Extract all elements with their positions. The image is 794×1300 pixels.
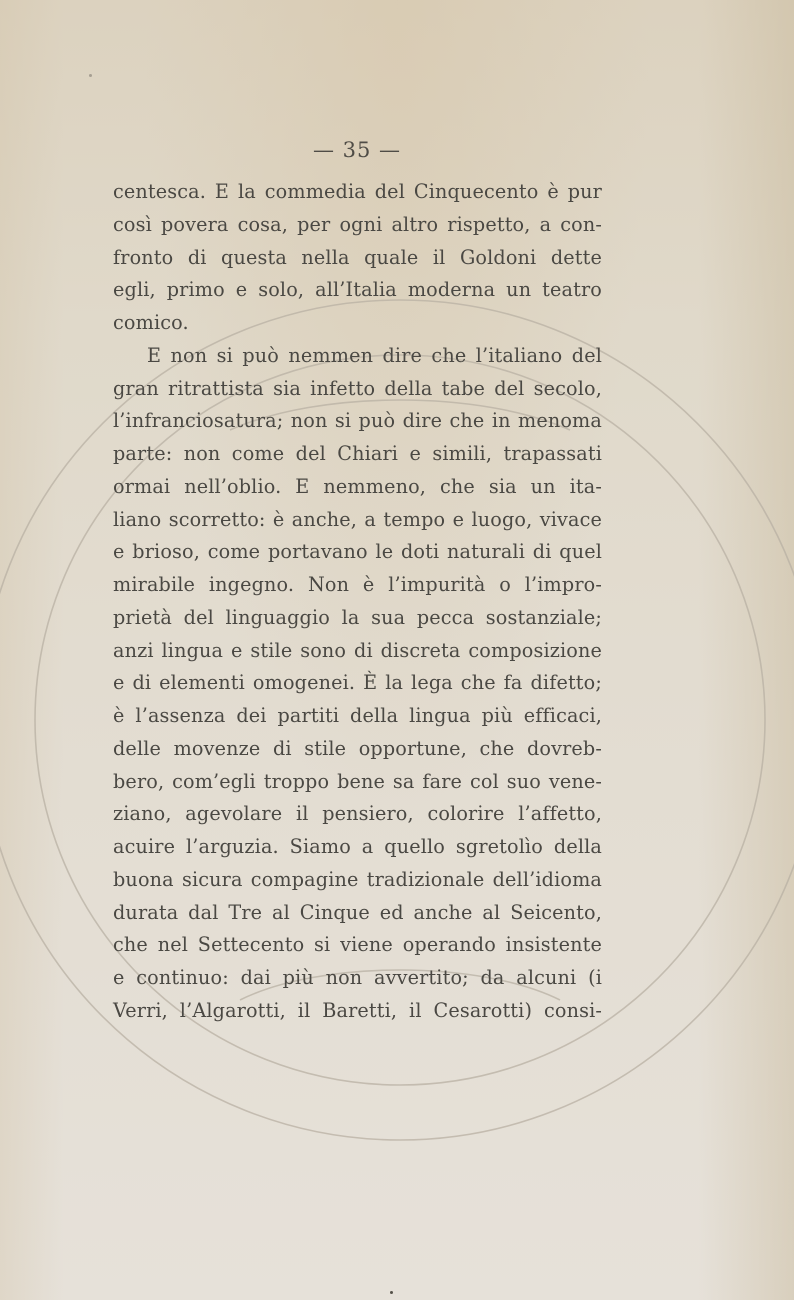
text-line: comico. <box>113 311 189 334</box>
text-line: ziano, agevolare il pensiero, colorire l’affetto, <box>113 802 602 826</box>
text-line: ormai nell’oblio. E nemmeno, che sia un ita- <box>113 474 602 498</box>
paper-speck <box>390 1291 393 1294</box>
text-line: buona sicura compagine tradizionale dell’idioma <box>113 867 602 891</box>
text-line: bero, com’egli troppo bene sa fare col suo vene- <box>113 769 602 793</box>
paragraph-2 <box>113 340 602 1061</box>
text-line: Verri, l’Algarotti, il Baretti, il Cesarotti) consi- <box>113 998 602 1022</box>
text-line: durata dal Tre al Cinque ed anche al Seicento, <box>113 900 602 924</box>
text-line: gran ritrattista sia infetto della tabe del secolo, <box>113 376 602 400</box>
text-line: e continuo: dai più non avvertito; da alcuni (i <box>113 966 602 989</box>
text-line: acuire l’arguzia. Siamo a quello sgretolìo della <box>113 835 602 858</box>
text-line: che nel Settecento si viene operando insistente <box>113 933 602 957</box>
page-number: — 35 — <box>312 138 402 162</box>
paragraph-1 <box>113 176 602 340</box>
text-line: l’infranciosatura; non si può dire che in menoma <box>113 409 602 433</box>
text-line: prietà del linguaggio la sua pecca sostanziale; <box>113 605 602 629</box>
text-line: così povera cosa, per ogni altro rispetto, a con- <box>113 212 602 236</box>
text-line: e di elementi omogenei. È la lega che fa difetto; <box>113 671 602 695</box>
text-line: anzi lingua e stile sono di discreta composizione <box>113 638 602 662</box>
text-line: fronto di questa nella quale il Goldoni dette <box>113 245 602 269</box>
paper-speck <box>89 74 92 77</box>
text-line: delle movenze di stile opportune, che dovreb- <box>113 736 602 760</box>
text-line: e brioso, come portavano le doti naturali di quel <box>113 540 602 564</box>
text-line: mirabile ingegno. Non è l’impurità o l’impro- <box>113 573 602 596</box>
text-line: parte: non come del Chiari e simili, trapassati <box>113 442 602 465</box>
page-body-text <box>113 176 602 1060</box>
text-line: è l’assenza dei partiti della lingua più efficaci, <box>113 704 602 727</box>
text-line: liano scorretto: è anche, a tempo e luogo, vivace <box>113 507 602 531</box>
text-line <box>113 1028 602 1061</box>
text-line: egli, primo e solo, all’Italia moderna un teatro <box>113 278 602 302</box>
text-line: centesca. E la commedia del Cinquecento è pur <box>113 180 602 203</box>
text-line: E non si può nemmen dire che l’italiano del <box>147 343 602 367</box>
